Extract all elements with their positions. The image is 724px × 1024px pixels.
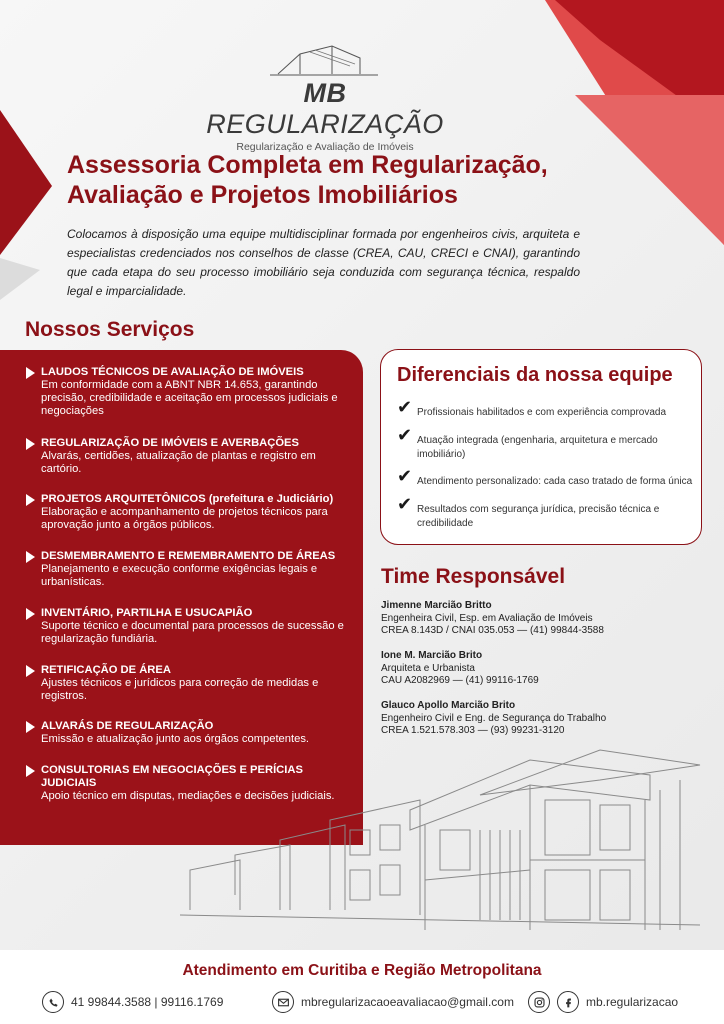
service-title: PROJETOS ARQUITETÔNICOS (prefeitura e Judiciário) <box>26 493 348 506</box>
service-item <box>26 550 348 589</box>
service-item <box>26 437 348 476</box>
member-contact: CREA 1.521.578.303 — (93) 99231-3120 <box>381 725 565 736</box>
page-headline <box>67 150 627 210</box>
email-contact[interactable] <box>272 990 514 1014</box>
member-role: Arquiteta e Urbanista <box>381 662 475 674</box>
service-title: INVENTÁRIO, PARTILHA E USUCAPIÃO <box>26 607 348 620</box>
left-grey-shape <box>0 258 40 300</box>
member-contact: CAU A2082969 — (41) 99116-1769 <box>381 675 539 686</box>
service-title: DESMEMBRAMENTO E REMEMBRAMENTO DE ÁREAS <box>26 550 348 563</box>
triangle-bullet-icon <box>26 765 35 777</box>
whatsapp-icon <box>42 991 64 1013</box>
service-title: RETIFICAÇÃO DE ÁREA <box>26 664 348 677</box>
member-name: Glauco Apollo Marcião Brito <box>381 700 516 711</box>
differential-item: ✔ Atuação integrada (engenharia, arquitetura e mercado imobiliário) <box>397 425 658 460</box>
triangle-bullet-icon <box>26 665 35 677</box>
triangle-bullet-icon <box>26 721 35 733</box>
service-description: Suporte técnico e documental para processos de sucessão e regularização fundiária. <box>41 620 344 645</box>
triangle-bullet-icon <box>26 608 35 620</box>
service-title: CONSULTORIAS EM NEGOCIAÇÕES E PERÍCIAS JUDICIAIS <box>26 764 348 790</box>
checkmark-icon: ✔ <box>397 466 413 486</box>
triangle-bullet-icon <box>26 367 35 379</box>
differentials-title: Diferenciais da nossa equipe <box>397 364 673 386</box>
service-title: ALVARÁS DE REGULARIZAÇÃO <box>26 720 348 733</box>
building-sketch-illustration <box>180 720 710 950</box>
phone-text: 41 99844.3588 | 99116.1769 <box>71 995 224 1009</box>
differential-item: ✔ Profissionais habilitados e com experiência comprovada <box>397 397 667 418</box>
service-description: Elaboração e acompanhamento de projetos técnicos para aprovação junto a órgãos públicos. <box>41 506 328 531</box>
service-title: LAUDOS TÉCNICOS DE AVALIAÇÃO DE IMÓVEIS <box>26 366 348 379</box>
facebook-icon <box>557 991 579 1013</box>
brand-name-text: REGULARIZAÇÃO <box>206 109 444 139</box>
checkmark-icon: ✔ <box>397 397 413 417</box>
service-item <box>26 664 348 703</box>
checkmark-icon: ✔ <box>397 425 413 445</box>
phone-contact[interactable] <box>42 990 223 1014</box>
differential-item: ✔ Resultados com segurança jurídica, precisão técnica e credibilidade <box>397 494 660 529</box>
triangle-bullet-icon <box>26 438 35 450</box>
service-item <box>26 366 348 418</box>
service-description: Apoio técnico em disputas, mediações e decisões judiciais. <box>41 790 335 802</box>
social-handle-text: mb.regularizacao <box>586 995 679 1009</box>
service-title: REGULARIZAÇÃO DE IMÓVEIS E AVERBAÇÕES <box>26 437 348 450</box>
brand-logo <box>190 40 460 153</box>
team-title: Time Responsável <box>381 565 566 588</box>
triangle-bullet-icon <box>26 551 35 563</box>
brand-tagline: Regularização e Avaliação de Imóveis <box>236 141 414 153</box>
triangle-bullet-icon <box>26 494 35 506</box>
team-member <box>381 600 701 638</box>
left-red-arrow-shape <box>0 110 52 255</box>
service-description: Emissão e atualização junto aos órgãos competentes. <box>41 733 310 745</box>
email-icon <box>272 991 294 1013</box>
service-area-text: Atendimento em Curitiba e Região Metropolitana <box>182 962 542 979</box>
headline-line-1: Assessoria Completa em Regularização, <box>67 151 548 179</box>
social-contact[interactable] <box>528 990 678 1014</box>
service-description: Planejamento e execução conforme exigências legais e urbanísticas. <box>41 563 318 588</box>
brand-name <box>190 78 460 140</box>
brand-prefix: MB <box>303 78 347 108</box>
team-member <box>381 650 701 688</box>
service-description: Em conformidade com a ABNT NBR 14.653, garantindo precisão, credibilidade e aceitação em processos judiciais e negociações <box>41 379 338 417</box>
service-item <box>26 493 348 532</box>
member-role: Engenheira Civil, Esp. em Avaliação de Imóveis <box>381 612 593 624</box>
differentials-box <box>380 349 702 545</box>
member-name: Ione M. Marcião Brito <box>381 650 483 661</box>
headline-line-2: Avaliação e Projetos Imobiliários <box>67 181 458 209</box>
member-role: Engenheiro Civil e Eng. de Segurança do Trabalho <box>381 712 607 724</box>
services-title: Nossos Serviços <box>25 318 195 341</box>
member-contact: CREA 8.143D / CNAI 035.053 — (41) 99844-3588 <box>381 625 604 636</box>
member-name: Jimenne Marcião Britto <box>381 600 492 611</box>
checkmark-icon: ✔ <box>397 494 413 514</box>
service-description: Ajustes técnicos e jurídicos para correção de medidas e registros. <box>41 677 319 702</box>
house-logo-icon <box>270 40 380 80</box>
email-text: mbregularizacaoeavaliacao@gmail.com <box>301 995 514 1009</box>
differential-item: ✔ Atendimento personalizado: cada caso tratado de forma única <box>397 466 693 487</box>
instagram-icon <box>528 991 550 1013</box>
service-item <box>26 607 348 646</box>
intro-paragraph: Colocamos à disposição uma equipe multidisciplinar formada por engenheiros civis, arquiteta e especialistas credenciados nos conselhos de classe (CREA, CAU, CRECI e CNAI), garantindo que cada etapa do seu processo imobiliário seja conduzida com segurança técnica, respaldo legal e imparcialidade. <box>67 227 580 298</box>
service-description: Alvarás, certidões, atualização de plantas e registro em cartório. <box>41 450 316 475</box>
